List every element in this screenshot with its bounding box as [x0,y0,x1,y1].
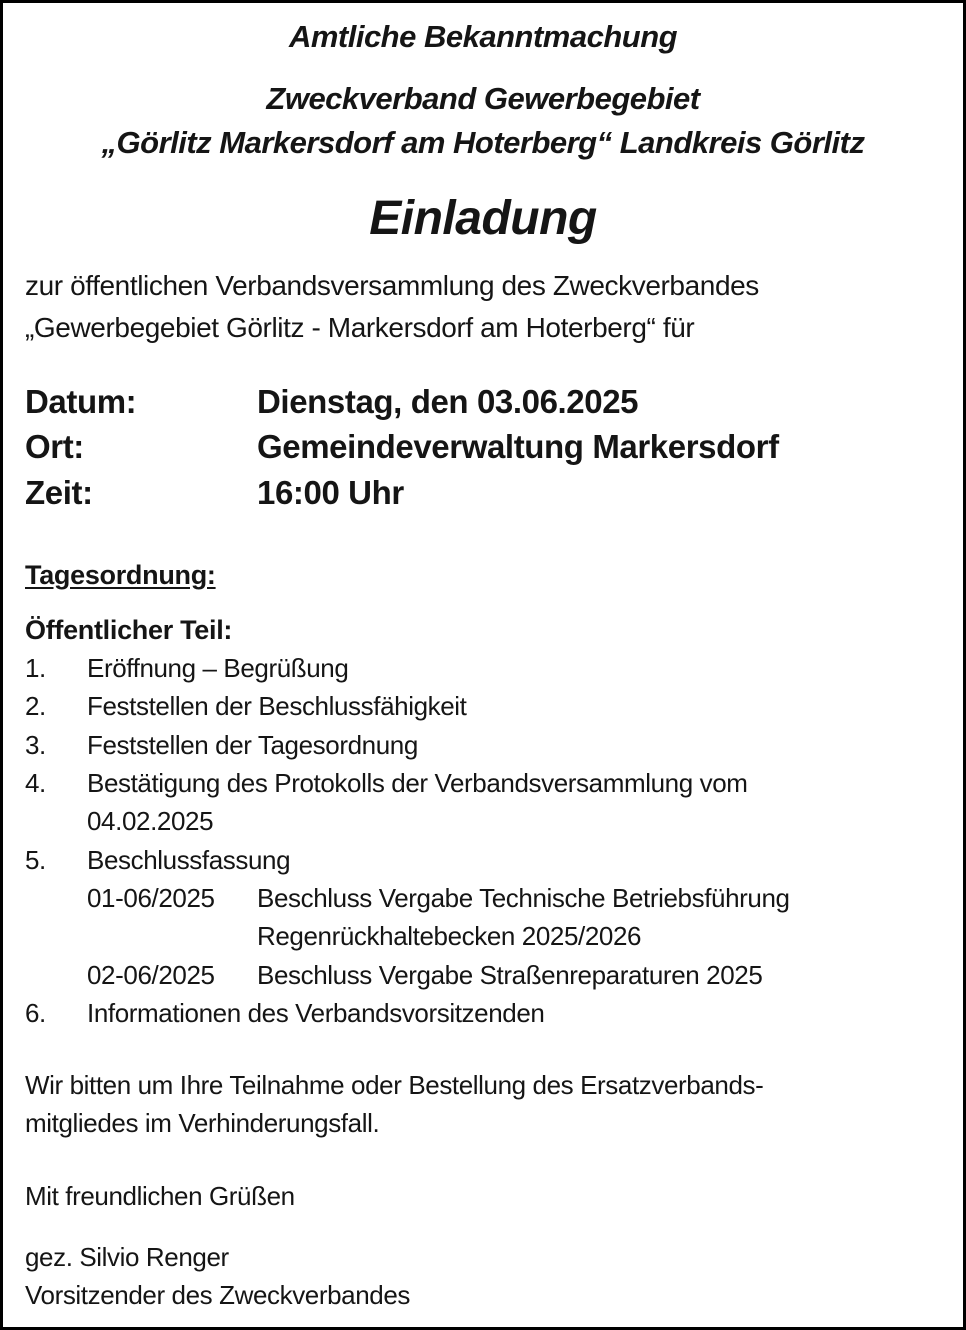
meeting-date-value: Dienstag, den 03.06.2025 [257,383,639,420]
attendance-request [25,1066,763,1142]
meeting-time-value: 16:00 Uhr [257,474,404,511]
agenda-item-text: Beschlussfassung [87,845,291,875]
intro-line: „Gewerbegebiet Görlitz - Markersdorf am Hoterberg“ für [25,312,695,343]
meeting-time-row [25,470,945,516]
resolution-item-continuation [25,917,945,955]
signatory-role: Vorsitzender des Zweckverbandes [25,1280,411,1310]
organization-subtitle: „Görlitz Markersdorf am Hoterberg“ Landkreis Görlitz [101,125,865,160]
intro-line: zur öffentlichen Verbandsversammlung des Zweckverbandes [25,270,759,301]
resolution-text: Beschluss Vergabe Technische Betriebsführung [257,883,790,913]
agenda-item-text: Informationen des Verbandsvorsitzenden [87,998,545,1028]
attendance-request-line: mitgliedes im Verhinderungsfall. [25,1108,380,1138]
agenda-item-text: Bestätigung des Protokolls der Verbandsversammlung vom [87,768,748,798]
announcement-type: Amtliche Bekanntmachung [288,19,678,54]
agenda-item [25,764,945,802]
agenda-item-number: 1. [25,653,46,683]
agenda-item-number: 2. [25,691,46,721]
agenda-item [25,726,945,764]
agenda-item-number: 3. [25,730,46,760]
organization-name: Zweckverband Gewerbegebiet [266,81,700,116]
meeting-date-row [25,379,945,425]
public-section-heading: Öffentlicher Teil: [25,615,233,645]
agenda-heading: Tagesordnung: [25,560,216,590]
document-title: Einladung [369,192,597,245]
agenda-item-text: 04.02.2025 [87,806,214,836]
intro-text [25,265,759,349]
agenda-item-continuation [25,802,945,840]
agenda-item [25,841,945,879]
meeting-date-label: Datum: [25,383,137,420]
resolution-item [25,956,945,994]
resolution-text: Beschluss Vergabe Straßenreparaturen 2025 [257,960,763,990]
signature-block [25,1238,410,1314]
agenda-item-number: 5. [25,845,46,875]
agenda-item-text: Feststellen der Beschlussfähigkeit [87,691,467,721]
agenda-item [25,687,945,725]
signatory-name: gez. Silvio Renger [25,1242,229,1272]
agenda-item [25,994,945,1032]
resolution-number: 01-06/2025 [87,883,215,913]
meeting-location-value: Gemeindeverwaltung Markersdorf [257,428,779,465]
resolution-number: 02-06/2025 [87,960,215,990]
greeting-text: Mit freundlichen Grüßen [25,1181,295,1211]
meeting-location-label: Ort: [25,428,84,465]
agenda-item [25,649,945,687]
meeting-location-row [25,424,945,470]
closing-greeting [25,1177,295,1215]
resolution-item [25,879,945,917]
agenda-item-number: 4. [25,768,46,798]
attendance-request-line: Wir bitten um Ihre Teilnahme oder Bestellung des Ersatzverbands- [25,1070,764,1100]
meeting-time-label: Zeit: [25,474,93,511]
agenda-item-text: Feststellen der Tagesordnung [87,730,418,760]
agenda-item-text: Eröffnung – Begrüßung [87,653,349,683]
resolution-text: Regenrückhaltebecken 2025/2026 [257,921,642,951]
agenda-item-number: 6. [25,998,46,1028]
